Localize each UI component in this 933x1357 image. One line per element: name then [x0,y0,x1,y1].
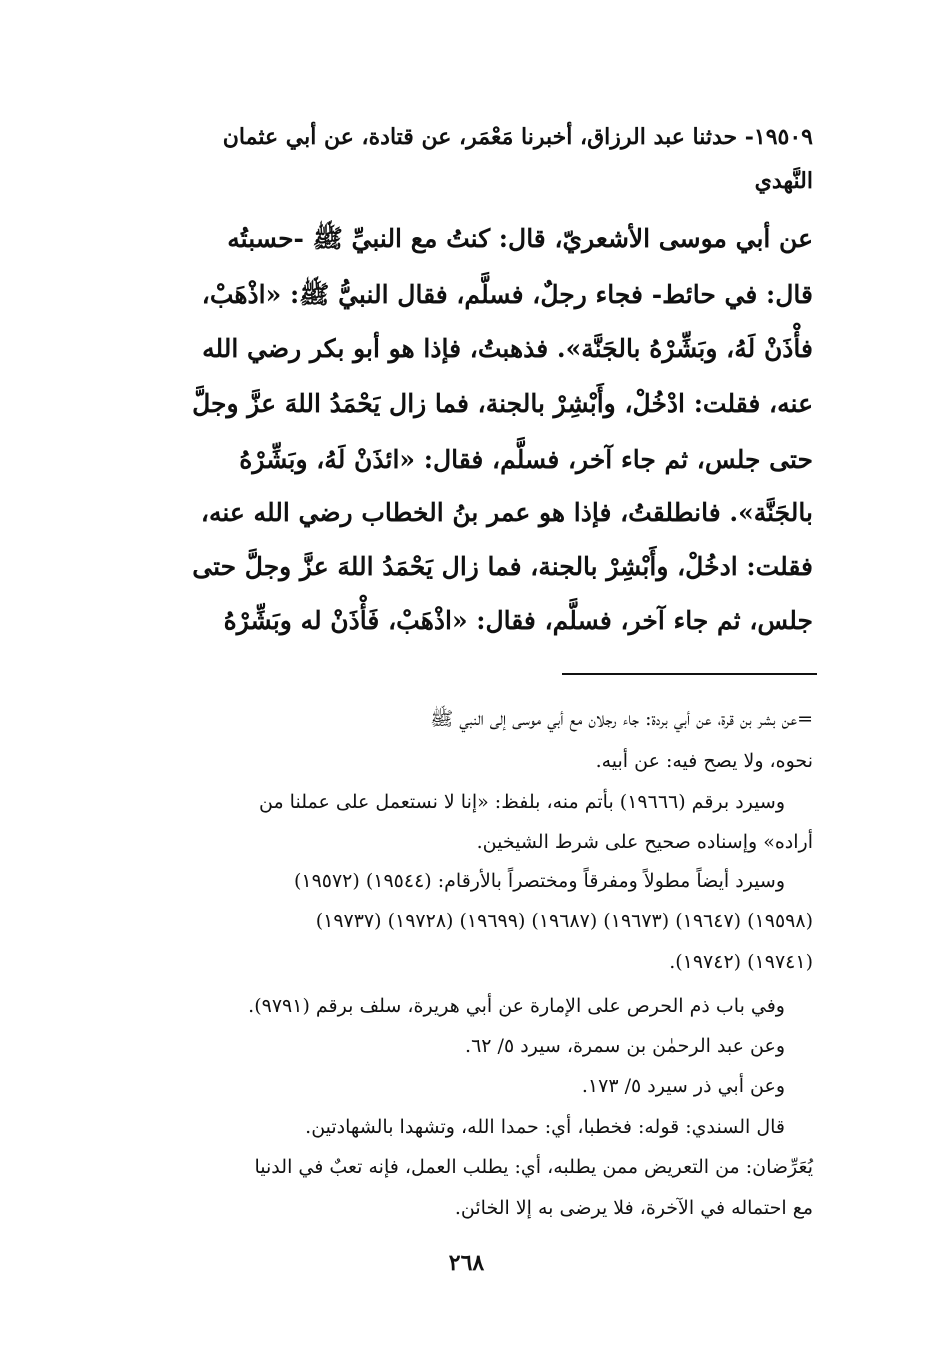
footnote-line-11: قال السندي: قوله: فخطبا، أي: حمدا الله، وتشهدا بالشهادتين. [305,1116,785,1138]
main-text-line-7: فقلت: ادخُلْ، وأَبْشِرْ بالجنة، فما زال يَحْمَدُ اللهَ عزَّ وجلَّ حتى [192,552,813,581]
footnote-line-9: وعن عبد الرحمٰن بن سمرة، سيرد ٥/ ٦٢. [465,1035,785,1057]
footnote-line-10: وعن أبي ذر سيرد ٥/ ١٧٣. [581,1075,785,1097]
footnote-separator [562,673,817,675]
footnote-line-4: أراده» وإسناده صحيح على شرط الشيخين. [476,831,813,853]
footnote-line-13: مع احتماله في الآخرة، فلا يرضى به إلا الخائن. [454,1197,813,1219]
footnote-line-12: يُعَرِّضان: من التعريض ممن يطلبه، أي: يطلب العمل، فإنه تعبٌ في الدنيا [254,1156,813,1178]
main-text-line-4: عنه، فقلت: ادْخُلْ، وأَبْشِرْ بالجنة، فما زال يَحْمَدُ اللهَ عزَّ وجلَّ [192,389,813,418]
footnote-line-6: (١٩٥٩٨) (١٩٦٤٧) (١٩٦٧٣) (١٩٦٨٧) (١٩٦٩٩) (١٩٧٢٨) (١٩٧٣٧) [315,910,813,932]
main-text-line-8: جلس، ثم جاء آخر، فسلَّم، فقال: «اذْهَبْ، فَأْذَنْ له وبَشِّرْهُ [223,606,813,635]
main-text-line-3: فأْذَنْ لَهُ، وبَشِّرْهُ بالجَنَّة». فذهبتُ، فإذا هو أبو بكر رضي الله [202,334,813,363]
main-text-line-6: بالجَنَّة». فانطلقتُ، فإذا هو عمر بنُ الخطاب رضي الله عنه، [200,498,813,527]
main-text-line-5: حتى جلس، ثم جاء آخر، فسلَّم، فقال: «ائذَنْ لَهُ، وبَشِّرْهُ [239,445,813,474]
footnote-line-8: وفي باب ذم الحرص على الإمارة عن أبي هريرة، سلف برقم (٩٧٩١). [248,995,785,1017]
footnote-line-7: (١٩٧٤١) (١٩٧٤٢). [669,951,813,973]
main-text-line-1: عن أبي موسى الأشعريّ، قال: كنتُ مع النبيِّ ﷺ -حسبتُه [227,224,813,253]
page-number: ٢٦٨ [448,1250,485,1276]
hadith-heading-line-1: ١٩٥٠٩- حدثنا عبد الرزاق، أخبرنا مَعْمَر، عن قتادة، عن أبي عثمان [222,124,813,150]
footnote-line-2: نحوه، ولا يصح فيه: عن أبيه. [595,750,813,772]
hadith-heading-line-2: النَّهدي [754,168,813,194]
footnote-line-1: =عن بشر بن قرة، عن أبي بردة: جاء رجلان مع أبي موسى إلى النبي ﷺ [430,708,813,730]
main-text-line-2: قال: في حائط- فجاء رجلٌ، فسلَّم، فقال النبيُّ ﷺ: «اذْهَبْ، [201,280,813,309]
footnote-line-3: وسيرد برقم (١٩٦٦٦) بأتم منه، بلفظ: «إنا لا نستعمل على عملنا من [259,791,785,813]
footnote-line-5: وسيرد أيضاً مطولاً ومفرقاً ومختصراً بالأرقام: (١٩٥٤٤) (١٩٥٧٢) [293,870,785,892]
